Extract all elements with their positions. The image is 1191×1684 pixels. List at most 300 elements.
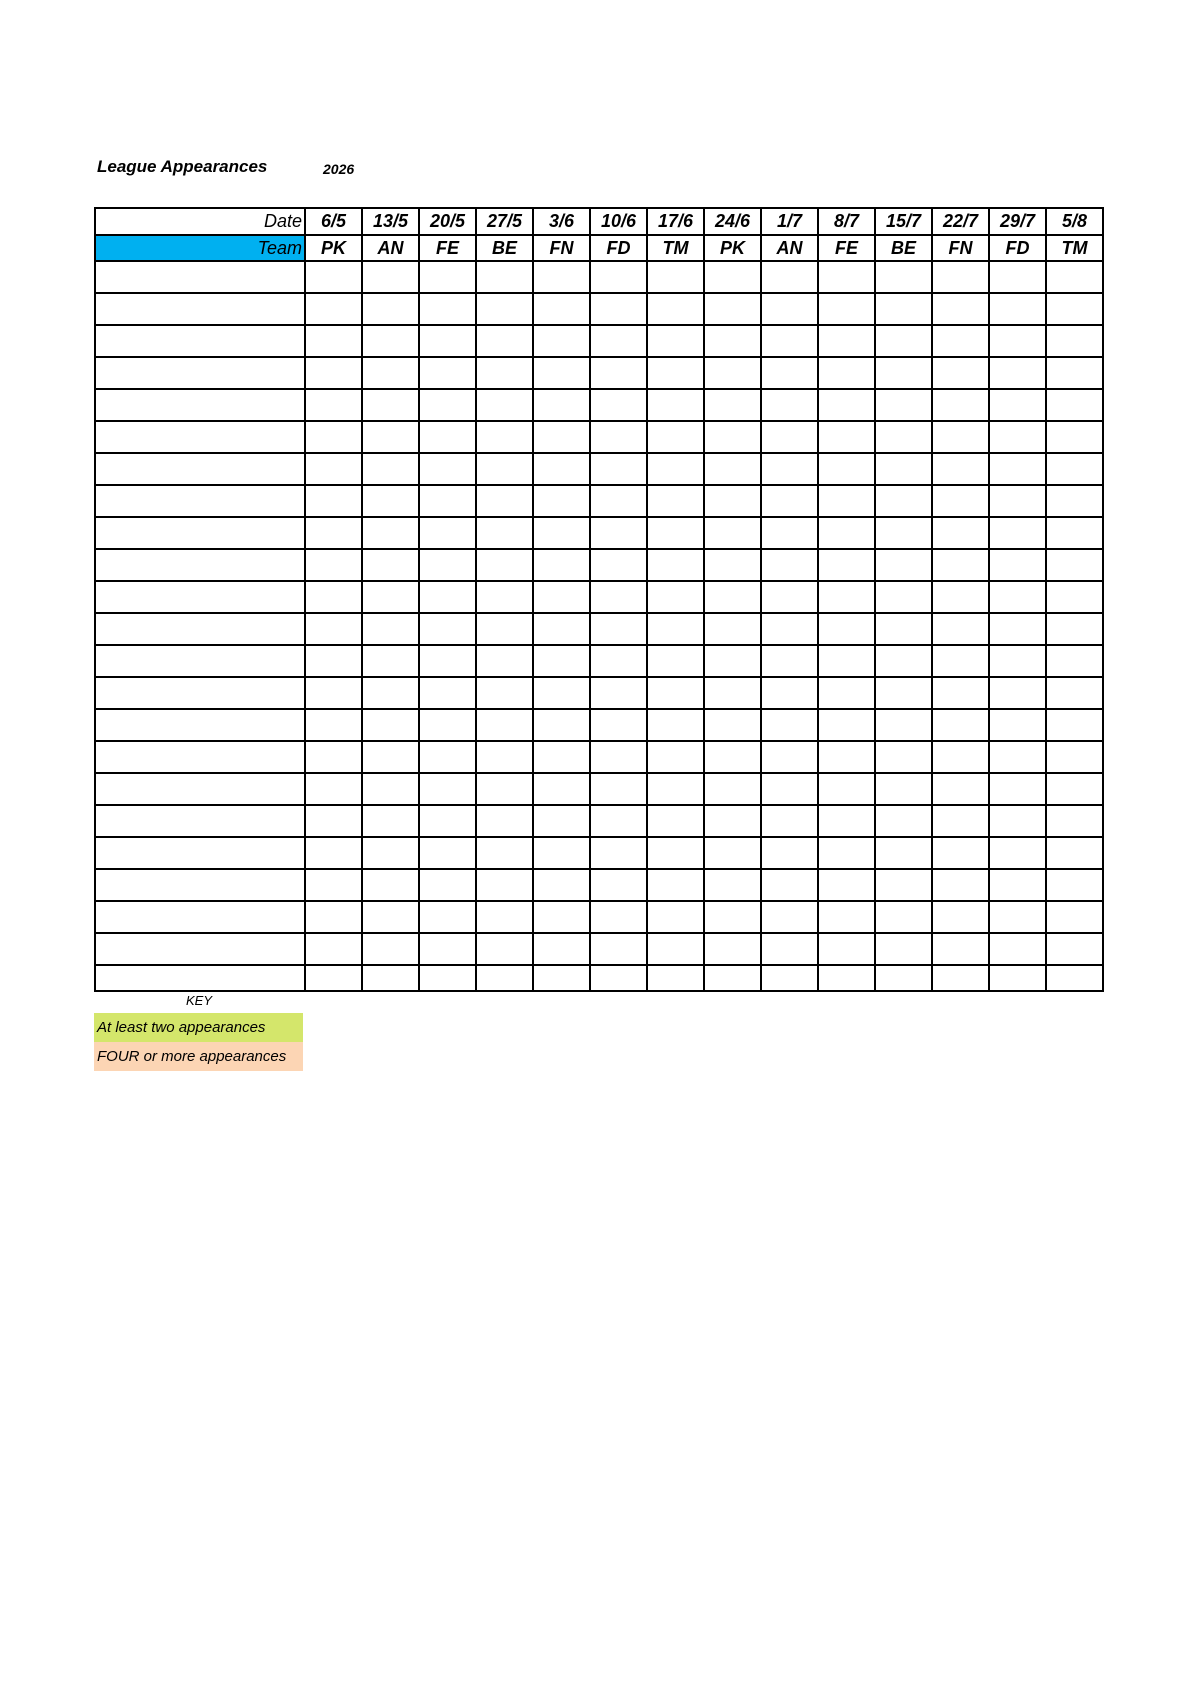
appearance-cell[interactable] — [761, 549, 818, 581]
appearance-cell[interactable] — [761, 389, 818, 421]
appearance-cell[interactable] — [818, 549, 875, 581]
appearance-cell[interactable] — [989, 965, 1046, 991]
appearance-cell[interactable] — [761, 901, 818, 933]
appearance-cell[interactable] — [476, 389, 533, 421]
appearance-cell[interactable] — [590, 805, 647, 837]
appearance-cell[interactable] — [476, 741, 533, 773]
player-name-cell[interactable] — [95, 453, 305, 485]
appearance-cell[interactable] — [989, 837, 1046, 869]
appearance-cell[interactable] — [419, 613, 476, 645]
appearance-cell[interactable] — [305, 293, 362, 325]
appearance-cell[interactable] — [875, 773, 932, 805]
appearance-cell[interactable] — [989, 453, 1046, 485]
appearance-cell[interactable] — [476, 645, 533, 677]
appearance-cell[interactable] — [932, 677, 989, 709]
appearance-cell[interactable] — [476, 357, 533, 389]
appearance-cell[interactable] — [419, 773, 476, 805]
appearance-cell[interactable] — [533, 293, 590, 325]
appearance-cell[interactable] — [362, 645, 419, 677]
appearance-cell[interactable] — [704, 389, 761, 421]
appearance-cell[interactable] — [818, 677, 875, 709]
appearance-cell[interactable] — [875, 485, 932, 517]
appearance-cell[interactable] — [362, 869, 419, 901]
appearance-cell[interactable] — [1046, 421, 1103, 453]
appearance-cell[interactable] — [647, 389, 704, 421]
appearance-cell[interactable] — [419, 965, 476, 991]
appearance-cell[interactable] — [419, 901, 476, 933]
appearance-cell[interactable] — [419, 805, 476, 837]
appearance-cell[interactable] — [704, 357, 761, 389]
appearance-cell[interactable] — [590, 357, 647, 389]
appearance-cell[interactable] — [647, 901, 704, 933]
appearance-cell[interactable] — [533, 357, 590, 389]
appearance-cell[interactable] — [704, 517, 761, 549]
appearance-cell[interactable] — [305, 453, 362, 485]
appearance-cell[interactable] — [476, 421, 533, 453]
appearance-cell[interactable] — [590, 517, 647, 549]
appearance-cell[interactable] — [419, 837, 476, 869]
appearance-cell[interactable] — [647, 837, 704, 869]
appearance-cell[interactable] — [875, 549, 932, 581]
appearance-cell[interactable] — [533, 517, 590, 549]
appearance-cell[interactable] — [1046, 389, 1103, 421]
appearance-cell[interactable] — [704, 677, 761, 709]
appearance-cell[interactable] — [761, 421, 818, 453]
appearance-cell[interactable] — [989, 581, 1046, 613]
appearance-cell[interactable] — [590, 741, 647, 773]
appearance-cell[interactable] — [818, 261, 875, 293]
appearance-cell[interactable] — [818, 421, 875, 453]
appearance-cell[interactable] — [647, 261, 704, 293]
appearance-cell[interactable] — [533, 805, 590, 837]
appearance-cell[interactable] — [305, 645, 362, 677]
appearance-cell[interactable] — [704, 581, 761, 613]
appearance-cell[interactable] — [590, 485, 647, 517]
appearance-cell[interactable] — [989, 709, 1046, 741]
appearance-cell[interactable] — [818, 869, 875, 901]
appearance-cell[interactable] — [533, 965, 590, 991]
appearance-cell[interactable] — [647, 581, 704, 613]
appearance-cell[interactable] — [305, 709, 362, 741]
appearance-cell[interactable] — [419, 325, 476, 357]
appearance-cell[interactable] — [476, 901, 533, 933]
appearance-cell[interactable] — [989, 261, 1046, 293]
appearance-cell[interactable] — [761, 261, 818, 293]
player-name-cell[interactable] — [95, 613, 305, 645]
appearance-cell[interactable] — [590, 901, 647, 933]
appearance-cell[interactable] — [362, 773, 419, 805]
appearance-cell[interactable] — [362, 741, 419, 773]
appearance-cell[interactable] — [989, 645, 1046, 677]
appearance-cell[interactable] — [761, 645, 818, 677]
appearance-cell[interactable] — [476, 869, 533, 901]
appearance-cell[interactable] — [818, 293, 875, 325]
player-name-cell[interactable] — [95, 293, 305, 325]
appearance-cell[interactable] — [419, 933, 476, 965]
appearance-cell[interactable] — [476, 965, 533, 991]
appearance-cell[interactable] — [761, 933, 818, 965]
appearance-cell[interactable] — [305, 613, 362, 645]
appearance-cell[interactable] — [875, 677, 932, 709]
appearance-cell[interactable] — [533, 901, 590, 933]
appearance-cell[interactable] — [989, 549, 1046, 581]
appearance-cell[interactable] — [932, 837, 989, 869]
appearance-cell[interactable] — [989, 325, 1046, 357]
appearance-cell[interactable] — [647, 549, 704, 581]
appearance-cell[interactable] — [590, 677, 647, 709]
appearance-cell[interactable] — [704, 485, 761, 517]
appearance-cell[interactable] — [590, 549, 647, 581]
appearance-cell[interactable] — [875, 741, 932, 773]
appearance-cell[interactable] — [533, 421, 590, 453]
appearance-cell[interactable] — [761, 965, 818, 991]
player-name-cell[interactable] — [95, 485, 305, 517]
appearance-cell[interactable] — [419, 581, 476, 613]
appearance-cell[interactable] — [590, 869, 647, 901]
player-name-cell[interactable] — [95, 901, 305, 933]
appearance-cell[interactable] — [647, 645, 704, 677]
appearance-cell[interactable] — [305, 357, 362, 389]
appearance-cell[interactable] — [932, 549, 989, 581]
appearance-cell[interactable] — [476, 453, 533, 485]
appearance-cell[interactable] — [647, 485, 704, 517]
appearance-cell[interactable] — [875, 965, 932, 991]
appearance-cell[interactable] — [761, 709, 818, 741]
appearance-cell[interactable] — [818, 357, 875, 389]
appearance-cell[interactable] — [989, 357, 1046, 389]
appearance-cell[interactable] — [533, 453, 590, 485]
appearance-cell[interactable] — [590, 965, 647, 991]
appearance-cell[interactable] — [590, 261, 647, 293]
appearance-cell[interactable] — [704, 261, 761, 293]
appearance-cell[interactable] — [533, 741, 590, 773]
appearance-cell[interactable] — [932, 485, 989, 517]
appearance-cell[interactable] — [1046, 741, 1103, 773]
appearance-cell[interactable] — [761, 293, 818, 325]
appearance-cell[interactable] — [761, 581, 818, 613]
appearance-cell[interactable] — [590, 613, 647, 645]
appearance-cell[interactable] — [932, 805, 989, 837]
appearance-cell[interactable] — [761, 741, 818, 773]
appearance-cell[interactable] — [647, 773, 704, 805]
appearance-cell[interactable] — [875, 837, 932, 869]
appearance-cell[interactable] — [761, 613, 818, 645]
appearance-cell[interactable] — [761, 677, 818, 709]
appearance-cell[interactable] — [761, 453, 818, 485]
player-name-cell[interactable] — [95, 933, 305, 965]
appearance-cell[interactable] — [590, 293, 647, 325]
player-name-cell[interactable] — [95, 965, 305, 991]
appearance-cell[interactable] — [761, 837, 818, 869]
appearance-cell[interactable] — [989, 805, 1046, 837]
player-name-cell[interactable] — [95, 389, 305, 421]
player-name-cell[interactable] — [95, 773, 305, 805]
appearance-cell[interactable] — [647, 613, 704, 645]
appearance-cell[interactable] — [305, 869, 362, 901]
appearance-cell[interactable] — [704, 325, 761, 357]
appearance-cell[interactable] — [1046, 837, 1103, 869]
appearance-cell[interactable] — [932, 389, 989, 421]
player-name-cell[interactable] — [95, 645, 305, 677]
appearance-cell[interactable] — [989, 421, 1046, 453]
appearance-cell[interactable] — [932, 293, 989, 325]
appearance-cell[interactable] — [1046, 261, 1103, 293]
appearance-cell[interactable] — [818, 613, 875, 645]
appearance-cell[interactable] — [590, 645, 647, 677]
appearance-cell[interactable] — [647, 325, 704, 357]
appearance-cell[interactable] — [362, 549, 419, 581]
appearance-cell[interactable] — [362, 677, 419, 709]
appearance-cell[interactable] — [932, 901, 989, 933]
appearance-cell[interactable] — [989, 293, 1046, 325]
appearance-cell[interactable] — [476, 517, 533, 549]
appearance-cell[interactable] — [818, 805, 875, 837]
player-name-cell[interactable] — [95, 517, 305, 549]
appearance-cell[interactable] — [1046, 965, 1103, 991]
appearance-cell[interactable] — [362, 485, 419, 517]
appearance-cell[interactable] — [476, 933, 533, 965]
appearance-cell[interactable] — [362, 261, 419, 293]
appearance-cell[interactable] — [818, 837, 875, 869]
appearance-cell[interactable] — [1046, 357, 1103, 389]
appearance-cell[interactable] — [647, 805, 704, 837]
appearance-cell[interactable] — [818, 517, 875, 549]
appearance-cell[interactable] — [1046, 709, 1103, 741]
appearance-cell[interactable] — [932, 357, 989, 389]
appearance-cell[interactable] — [989, 517, 1046, 549]
appearance-cell[interactable] — [875, 261, 932, 293]
appearance-cell[interactable] — [647, 517, 704, 549]
appearance-cell[interactable] — [875, 357, 932, 389]
appearance-cell[interactable] — [476, 613, 533, 645]
appearance-cell[interactable] — [1046, 613, 1103, 645]
appearance-cell[interactable] — [533, 933, 590, 965]
appearance-cell[interactable] — [362, 805, 419, 837]
appearance-cell[interactable] — [647, 741, 704, 773]
appearance-cell[interactable] — [533, 773, 590, 805]
appearance-cell[interactable] — [305, 901, 362, 933]
appearance-cell[interactable] — [1046, 453, 1103, 485]
appearance-cell[interactable] — [989, 677, 1046, 709]
appearance-cell[interactable] — [590, 933, 647, 965]
appearance-cell[interactable] — [932, 453, 989, 485]
player-name-cell[interactable] — [95, 837, 305, 869]
appearance-cell[interactable] — [704, 741, 761, 773]
appearance-cell[interactable] — [362, 357, 419, 389]
appearance-cell[interactable] — [647, 933, 704, 965]
player-name-cell[interactable] — [95, 325, 305, 357]
appearance-cell[interactable] — [704, 549, 761, 581]
appearance-cell[interactable] — [305, 965, 362, 991]
appearance-cell[interactable] — [989, 613, 1046, 645]
appearance-cell[interactable] — [1046, 869, 1103, 901]
appearance-cell[interactable] — [362, 421, 419, 453]
appearance-cell[interactable] — [1046, 293, 1103, 325]
appearance-cell[interactable] — [533, 869, 590, 901]
appearance-cell[interactable] — [932, 581, 989, 613]
appearance-cell[interactable] — [1046, 805, 1103, 837]
appearance-cell[interactable] — [533, 645, 590, 677]
appearance-cell[interactable] — [818, 709, 875, 741]
appearance-cell[interactable] — [1046, 901, 1103, 933]
appearance-cell[interactable] — [476, 325, 533, 357]
appearance-cell[interactable] — [305, 933, 362, 965]
appearance-cell[interactable] — [476, 261, 533, 293]
appearance-cell[interactable] — [875, 453, 932, 485]
appearance-cell[interactable] — [476, 773, 533, 805]
appearance-cell[interactable] — [476, 677, 533, 709]
appearance-cell[interactable] — [362, 453, 419, 485]
appearance-cell[interactable] — [818, 485, 875, 517]
appearance-cell[interactable] — [818, 901, 875, 933]
appearance-cell[interactable] — [419, 357, 476, 389]
appearance-cell[interactable] — [704, 901, 761, 933]
player-name-cell[interactable] — [95, 677, 305, 709]
appearance-cell[interactable] — [704, 805, 761, 837]
appearance-cell[interactable] — [647, 677, 704, 709]
appearance-cell[interactable] — [419, 709, 476, 741]
appearance-cell[interactable] — [875, 805, 932, 837]
appearance-cell[interactable] — [761, 485, 818, 517]
appearance-cell[interactable] — [476, 837, 533, 869]
appearance-cell[interactable] — [1046, 773, 1103, 805]
appearance-cell[interactable] — [362, 933, 419, 965]
appearance-cell[interactable] — [704, 933, 761, 965]
player-name-cell[interactable] — [95, 805, 305, 837]
appearance-cell[interactable] — [533, 261, 590, 293]
appearance-cell[interactable] — [1046, 645, 1103, 677]
appearance-cell[interactable] — [419, 453, 476, 485]
appearance-cell[interactable] — [647, 293, 704, 325]
appearance-cell[interactable] — [476, 485, 533, 517]
appearance-cell[interactable] — [932, 869, 989, 901]
appearance-cell[interactable] — [875, 421, 932, 453]
player-name-cell[interactable] — [95, 549, 305, 581]
appearance-cell[interactable] — [818, 645, 875, 677]
player-name-cell[interactable] — [95, 741, 305, 773]
appearance-cell[interactable] — [1046, 933, 1103, 965]
appearance-cell[interactable] — [875, 325, 932, 357]
appearance-cell[interactable] — [932, 965, 989, 991]
appearance-cell[interactable] — [305, 581, 362, 613]
appearance-cell[interactable] — [875, 901, 932, 933]
appearance-cell[interactable] — [305, 485, 362, 517]
appearance-cell[interactable] — [419, 869, 476, 901]
appearance-cell[interactable] — [533, 613, 590, 645]
appearance-cell[interactable] — [932, 645, 989, 677]
appearance-cell[interactable] — [704, 773, 761, 805]
appearance-cell[interactable] — [419, 485, 476, 517]
appearance-cell[interactable] — [818, 453, 875, 485]
appearance-cell[interactable] — [305, 261, 362, 293]
appearance-cell[interactable] — [590, 581, 647, 613]
appearance-cell[interactable] — [818, 325, 875, 357]
appearance-cell[interactable] — [932, 709, 989, 741]
appearance-cell[interactable] — [875, 293, 932, 325]
appearance-cell[interactable] — [989, 869, 1046, 901]
appearance-cell[interactable] — [533, 677, 590, 709]
appearance-cell[interactable] — [476, 581, 533, 613]
appearance-cell[interactable] — [590, 389, 647, 421]
appearance-cell[interactable] — [305, 389, 362, 421]
appearance-cell[interactable] — [989, 773, 1046, 805]
appearance-cell[interactable] — [362, 389, 419, 421]
appearance-cell[interactable] — [647, 869, 704, 901]
appearance-cell[interactable] — [533, 581, 590, 613]
appearance-cell[interactable] — [590, 709, 647, 741]
appearance-cell[interactable] — [1046, 485, 1103, 517]
player-name-cell[interactable] — [95, 581, 305, 613]
appearance-cell[interactable] — [875, 389, 932, 421]
appearance-cell[interactable] — [704, 645, 761, 677]
appearance-cell[interactable] — [932, 773, 989, 805]
appearance-cell[interactable] — [305, 517, 362, 549]
appearance-cell[interactable] — [419, 389, 476, 421]
appearance-cell[interactable] — [305, 805, 362, 837]
appearance-cell[interactable] — [989, 485, 1046, 517]
appearance-cell[interactable] — [761, 773, 818, 805]
appearance-cell[interactable] — [818, 741, 875, 773]
appearance-cell[interactable] — [419, 741, 476, 773]
appearance-cell[interactable] — [1046, 325, 1103, 357]
appearance-cell[interactable] — [476, 549, 533, 581]
player-name-cell[interactable] — [95, 709, 305, 741]
appearance-cell[interactable] — [305, 837, 362, 869]
appearance-cell[interactable] — [932, 517, 989, 549]
appearance-cell[interactable] — [362, 581, 419, 613]
appearance-cell[interactable] — [1046, 549, 1103, 581]
appearance-cell[interactable] — [647, 709, 704, 741]
appearance-cell[interactable] — [704, 709, 761, 741]
appearance-cell[interactable] — [704, 453, 761, 485]
appearance-cell[interactable] — [932, 261, 989, 293]
appearance-cell[interactable] — [419, 677, 476, 709]
appearance-cell[interactable] — [932, 933, 989, 965]
appearance-cell[interactable] — [704, 965, 761, 991]
player-name-cell[interactable] — [95, 357, 305, 389]
appearance-cell[interactable] — [476, 709, 533, 741]
appearance-cell[interactable] — [989, 901, 1046, 933]
appearance-cell[interactable] — [875, 517, 932, 549]
appearance-cell[interactable] — [533, 485, 590, 517]
appearance-cell[interactable] — [533, 325, 590, 357]
appearance-cell[interactable] — [1046, 581, 1103, 613]
appearance-cell[interactable] — [362, 293, 419, 325]
appearance-cell[interactable] — [1046, 517, 1103, 549]
appearance-cell[interactable] — [419, 421, 476, 453]
appearance-cell[interactable] — [818, 389, 875, 421]
appearance-cell[interactable] — [533, 837, 590, 869]
appearance-cell[interactable] — [305, 325, 362, 357]
appearance-cell[interactable] — [875, 645, 932, 677]
appearance-cell[interactable] — [704, 869, 761, 901]
appearance-cell[interactable] — [932, 421, 989, 453]
appearance-cell[interactable] — [419, 517, 476, 549]
appearance-cell[interactable] — [875, 933, 932, 965]
appearance-cell[interactable] — [1046, 677, 1103, 709]
appearance-cell[interactable] — [533, 389, 590, 421]
appearance-cell[interactable] — [533, 549, 590, 581]
appearance-cell[interactable] — [704, 613, 761, 645]
appearance-cell[interactable] — [818, 581, 875, 613]
appearance-cell[interactable] — [647, 453, 704, 485]
appearance-cell[interactable] — [590, 325, 647, 357]
appearance-cell[interactable] — [590, 773, 647, 805]
appearance-cell[interactable] — [647, 421, 704, 453]
appearance-cell[interactable] — [875, 613, 932, 645]
appearance-cell[interactable] — [989, 933, 1046, 965]
appearance-cell[interactable] — [761, 869, 818, 901]
